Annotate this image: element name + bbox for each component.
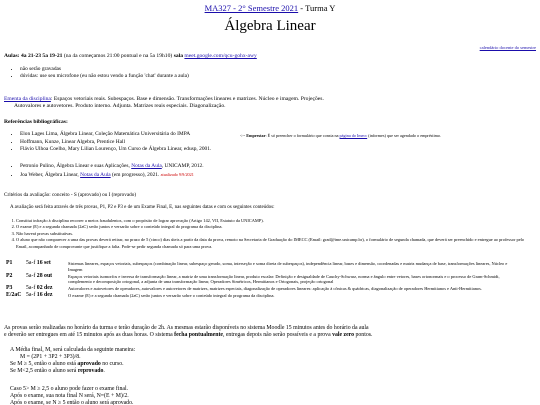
- exam-content: Sistemas lineares, espaços vetoriais, subespaços (combinação linear, subespaço gerado, soma, interseção e soma direta de subespaços), independência linear, bases e dimensão, coordenadas e matriz mudança de base, transformações lineares, Núcleo e Imagem: [68, 261, 508, 272]
- table-row: [6, 293, 510, 300]
- rule-item: 1. Constitui infração à disciplina recorrer a meios fraudulentos, com o propósito de lograr aprovação (Artigo 142, VII, Estatuto da UNICAMP).: [16, 218, 526, 224]
- evaluation-intro: A avaliação será feita através de três provas, P1, P2 e P3 e de um Exame Final, E, nas seguintes datas e com os seguintes conteúdos:: [10, 205, 275, 210]
- caso-line-1: Caso 5> M ≥ 2,5 o aluno pode fazer o exame final.: [10, 386, 129, 392]
- criteria-line: Critérios da avaliação: conceito - S (aprovado) ou I (reprovado): [4, 192, 137, 198]
- media-line-1: [10, 361, 490, 368]
- exam-date: 16 set: [36, 260, 51, 266]
- updated-note: atualizado 9/9/2021: [160, 171, 194, 177]
- caso-line-2: Após o exame, sua nota final N será, N=(E + M)/2.: [10, 393, 129, 399]
- provas-text-2d: vale zero: [332, 332, 355, 339]
- calendar-link[interactable]: calendário docente do semestre: [479, 45, 536, 50]
- provas-text-2b: fecha pontualmente: [174, 332, 223, 339]
- aulas-line: [4, 53, 257, 59]
- ementa-link[interactable]: Ementa da disciplina: [4, 96, 51, 102]
- media-line-2c: .: [103, 368, 105, 374]
- ementa-text-2: Autovalores e autovetores. Produto interno. Adjunta. Matrizes reais especiais. Diagonalização.: [14, 103, 226, 110]
- course-link[interactable]: MA327 - 2° Semestre 2021: [204, 3, 299, 13]
- aula-notes-list: [6, 66, 189, 80]
- exam-day: 5a-f: [26, 272, 36, 279]
- rule-item: 3. Não haverá provas substitutivas.: [16, 231, 526, 237]
- exam-name: P2: [6, 272, 13, 279]
- exam-name: P3: [6, 285, 13, 292]
- provas-text-2c: , entregas depois não serão possíveis e a prova: [222, 332, 333, 339]
- caso-line-3: Após o exame, se N ≥ 5 então o aluno será aprovado.: [10, 400, 134, 405]
- aulas-times: 4a 21-23 5a 19-21: [20, 53, 63, 59]
- exam-name: P1: [6, 260, 13, 266]
- notas-link[interactable]: Notas da Aula: [80, 171, 111, 178]
- ementa-section: [4, 96, 424, 110]
- rule-item: 4. O aluno que não comparecer a uma das provas deverá retirar, no prazo de 5 (cinco) dias úteis a partir da data da prova, remoto na Secretaria de Graduação do IMECC (Email: grad@ime.unicamp.br), o formulário de segunda chamada, que deverá ser preenchido e entregue ao professor pelo Email, acompanhado de comprovante que justifique a falta. Pode-se pedir segunda chamada só para uma prova.: [16, 237, 526, 250]
- reference-item: • Hoffmann, Kunze, Linear Algebra, Prentice Hall: [20, 139, 211, 147]
- meet-link[interactable]: meet.google.com/qcu-gohx-awy: [184, 53, 257, 59]
- notas-link[interactable]: Notas da Aula: [131, 163, 162, 169]
- exam-schedule-table: [6, 261, 510, 300]
- media-line-1a: Se M ≥ 5, então o aluno está: [10, 361, 78, 367]
- media-paragraph: [10, 347, 490, 375]
- exam-date: 16 dez: [36, 291, 53, 298]
- provas-text-1: As provas serão realizadas no horário da turma e terão duração de 2h. As mesmas estarão disponíveis no sistema Moodle 15 minutos antes do horário da aula: [4, 325, 369, 331]
- imecc-link[interactable]: página do Imecc: [339, 133, 368, 138]
- rule-item: 2. O exame (E) e a segunda chamada (2aC) serão juntos e versarão sobre o conteúdo integral do programa da disciplina.: [16, 224, 526, 230]
- list-item: • dúvidas: use seu microfone (eu não estou vendo a função 'chat' durante a aula): [20, 73, 189, 80]
- media-line-2b: reprovado: [77, 368, 104, 374]
- exam-date: 28 out: [36, 272, 53, 279]
- media-intro: A Média final, M, será calculada da seguinte maneira:: [10, 347, 136, 353]
- emprestar-label: Emprestar: [246, 133, 266, 138]
- references-list-2: [6, 163, 204, 179]
- reference-item: [20, 171, 204, 180]
- exam-content: Autovalores e autovetores de operadores, autovalores e autovetores de matrizes, matrizes especiais, diagonalização de operadores lineares: aplicação à cônicas & quádricas, diagonalização de operadores Hermitianos e Anti-Hermitianos.: [68, 286, 482, 292]
- emprestar-note: [240, 133, 441, 138]
- reference-text: Joa Weber, Álgebra Linear,: [20, 171, 81, 178]
- exam-day: 5a-f: [26, 291, 36, 298]
- exam-day: 5a-f: [26, 260, 36, 266]
- table-row: [6, 261, 510, 274]
- exam-date: 02 dez: [36, 285, 53, 292]
- provas-text-2a: e deverão ser entregues em até 15 minutos após as duas horas. O sistema: [4, 332, 175, 339]
- reference-item: • Flávio Ulhoa Coelho, Mary Lilian Lourenço, Um Curso de Álgebra Linear, edusp, 2001.: [20, 146, 211, 154]
- aulas-note: (na 4a começamos 21:00 pontual e na 5a 19h10): [63, 53, 173, 59]
- rules-list: [4, 218, 526, 250]
- exam-content: O exame (E) e a segunda chamada (2aC) serão juntos e versarão sobre o conteúdo integral do programa da disciplina.: [68, 292, 275, 298]
- exam-day: 5a-f: [26, 285, 36, 292]
- exam-name: E/2aC: [6, 291, 22, 298]
- media-formula: M = (2P1 + 3P2 + 3P3)/8.: [20, 354, 81, 360]
- sala-label: sala: [173, 53, 184, 59]
- exam-content: Espaços vetoriais isomorfos e inversa de transformação linear, a matriz de uma transformação linear, produto escalar: Definição e desigualdade de Cauchy-Schwarz, norma e ângulo entre vetores, bases ortonormais e o processo de Gram-Schmidt, complemento e decomposição ortogonal, a adjunta de uma transformação linear, Operadores Simétricos, Hermitianos e Ortogonais, projeção ortogonal: [68, 273, 500, 285]
- table-row: [6, 274, 510, 287]
- media-line-2a: Se M<2,5 então o aluno será: [10, 368, 78, 374]
- arrow-icon: <--: [240, 133, 246, 138]
- course-header: [0, 3, 540, 13]
- provas-text-2e: pontos.: [354, 332, 373, 339]
- list-item: • não serão gravadas: [20, 66, 189, 73]
- page-title: Álgebra Linear: [224, 18, 316, 34]
- media-line-2: [10, 368, 490, 375]
- media-line-1c: no curso.: [100, 361, 124, 367]
- ementa-text: : Espaços vetoriais reais. Subespaços. Base e dimensão. Transformações lineares e matrizes. Núcleo e imagem. Projeções.: [50, 96, 324, 102]
- references-title: Referências bibliográficas:: [4, 119, 68, 125]
- caso-paragraph: [10, 386, 490, 405]
- emprestar-text: : É só preencher o formulário que consta na: [265, 133, 340, 138]
- exam-date-cell: [26, 293, 68, 300]
- media-line-1b: aprovado: [77, 361, 101, 367]
- provas-paragraph: [4, 325, 514, 340]
- reference-text: Petronio Pulino, Álgebra Linear e suas Aplicações,: [20, 163, 132, 169]
- class-label: Turma Y: [305, 3, 336, 13]
- aulas-label: Aulas:: [4, 53, 20, 59]
- reference-tail: , UNICAMP, 2012.: [161, 163, 204, 169]
- course-separator: -: [298, 3, 306, 13]
- table-row: [6, 286, 510, 293]
- references-list: [6, 131, 211, 154]
- reference-item: [20, 163, 204, 171]
- reference-item: • Elon Lages Lima, Álgebra Linear, Coleção Matemática Universitária do IMPA: [20, 131, 211, 139]
- emprestar-text-2: (informes) que ser agendado o empréstimo.: [367, 133, 442, 138]
- reference-tail: (em progresso), 2021.: [110, 171, 160, 178]
